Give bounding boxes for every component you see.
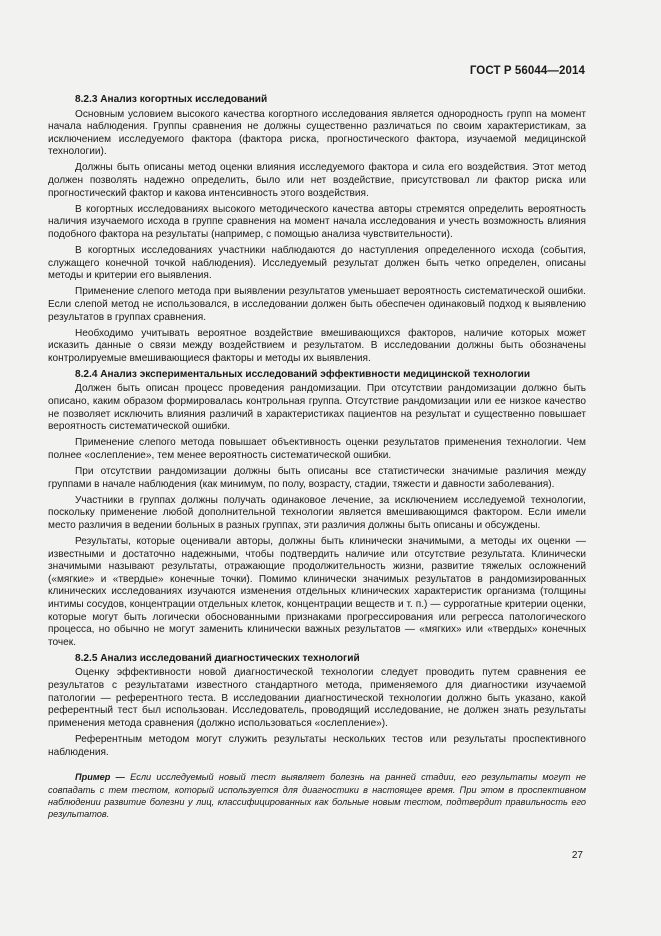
paragraph: Необходимо учитывать вероятное воздействие вмешивающихся факторов, наличие которых может исказить данные о связи между воздействием и результатом. В исследовании должны быть обозначены контролируемые вмешивающиеся факторы и методы их выявления.: [48, 327, 586, 364]
paragraph: В когортных исследованиях участники наблюдаются до наступления определенного исхода (события, служащего конечной точкой наблюдения). Исследуемый результат должен быть четко определен, описаны методы и критерии его выявления.: [48, 245, 586, 282]
paragraph: В когортных исследованиях высокого методического качества авторы стремятся определить вероятность наличия изучаемого исхода в группе сравнения на момент начала исследования и учесть возможность влияния подобного фактора на результаты (например, с помощью анализа чувствительности).: [48, 203, 586, 240]
paragraph: При отсутствии рандомизации должны быть описаны все статистически значимые различия между группами в начале наблюдения (как минимум, по полу, возрасту, стадии, тяжести и давности заболевания).: [48, 466, 586, 490]
paragraph: Участники в группах должны получать одинаковое лечение, за исключением исследуемой технологии, поскольку применение любой дополнительной технологии является вмешивающимся фактором. Если имели место различия в ведении больных в разных группах, эти различия должны быть описаны и обсуждены.: [48, 494, 586, 531]
standard-header: ГОСТ Р 56044—2014: [469, 65, 585, 77]
paragraph: Основным условием высокого качества когортного исследования является однородность групп на момент начала наблюдения. Группы сравнения не должны существенно различаться по своим характеристикам, за исключением исследуемого фактора (фактора риска, прогностического фактора, изучаемой медицинской технологии).: [48, 108, 586, 158]
note-label: Пример —: [75, 772, 125, 783]
paragraph: Оценку эффективности новой диагностической технологии следует проводить путем сравнения ее результатов с результатами известного стандартного метода, применяемого для диагностики изучаемой патологии — референтного теста. В исследовании диагностической технологии должно быть указано, какой референтный тест был использован. Исследователь, проводящий исследование, не должен знать результаты применения метода сравнения (должно использоваться «ослепление»).: [48, 667, 586, 729]
paragraph: Должны быть описаны метод оценки влияния исследуемого фактора и сила его воздействия. Этот метод должен позволять надежно определить, было или нет воздействие, присутствовал ли фактор риска или прогностический фактор и какова интенсивность этого воздействия.: [48, 162, 586, 199]
section-heading: 8.2.3 Анализ когортных исследований: [75, 94, 268, 105]
section-heading: 8.2.4 Анализ экспериментальных исследований эффективности медицинской технологии: [75, 368, 531, 380]
paragraph: Результаты, которые оценивали авторы, должны быть клинически значимыми, а методы их оценки — известными и достаточно надежными, чтобы подтвердить наличие или отсутствие результата. Клинически значимыми называют результаты, отражающие продолжительность жизни, развитие тяжелых осложнений («мягкие» и «твердые» конечные точки). Помимо клинически значимых результатов в рандомизированных клинических исследованиях изучаются изменения отдельных клинических характеристик организма (толщины интимы сосудов, концентрации отдельных клеток, концентрации веществ и т. п.) — суррогатные критерии оценки, которые могут быть логически обоснованными признаками прогрессирования или регресса патологического процесса, но обычно не могут заменить клинически важных результатов — «мягких» или «твердых» конечных точек.: [48, 536, 586, 648]
section-heading: 8.2.5 Анализ исследований диагностических технологий: [75, 652, 360, 664]
document-body: [48, 94, 586, 824]
paragraph: Применение слепого метода при выявлении результатов уменьшает вероятность систематической ошибки. Если слепой метод не использовался, в исследовании должен быть обеспечен одинаковый подход к выявлению результатов в группах сравнения.: [48, 286, 586, 323]
paragraph: Референтным методом могут служить результаты нескольких тестов или результаты проспективного наблюдения.: [48, 733, 586, 758]
note-text: Если исследуемый новый тест выявляет болезнь на ранней стадии, его результаты могут не совпадать с тем тестом, который используется для диагностики в настоящее время. При этом в проспективном наблюдении развитие болезни у лиц, классифицированных как больные новым тестом, подтвердит правильность его результатов.: [48, 772, 587, 820]
paragraph: Должен быть описан процесс проведения рандомизации. При отсутствии рандомизации должно быть описано, каким образом формировалась контрольная группа. Отсутствие рандомизации или ее низкое качество не позволяет исключить влияния различий в характеристиках пациентов на результат и существенно повышает вероятность систематической ошибки.: [48, 383, 586, 433]
example-note: [48, 771, 586, 821]
paragraph: Применение слепого метода повышает объективность оценки результатов применения технологии. Чем полнее «ослепление», тем менее вероятность систематической ошибки.: [48, 437, 586, 461]
page-number: 27: [571, 850, 583, 861]
